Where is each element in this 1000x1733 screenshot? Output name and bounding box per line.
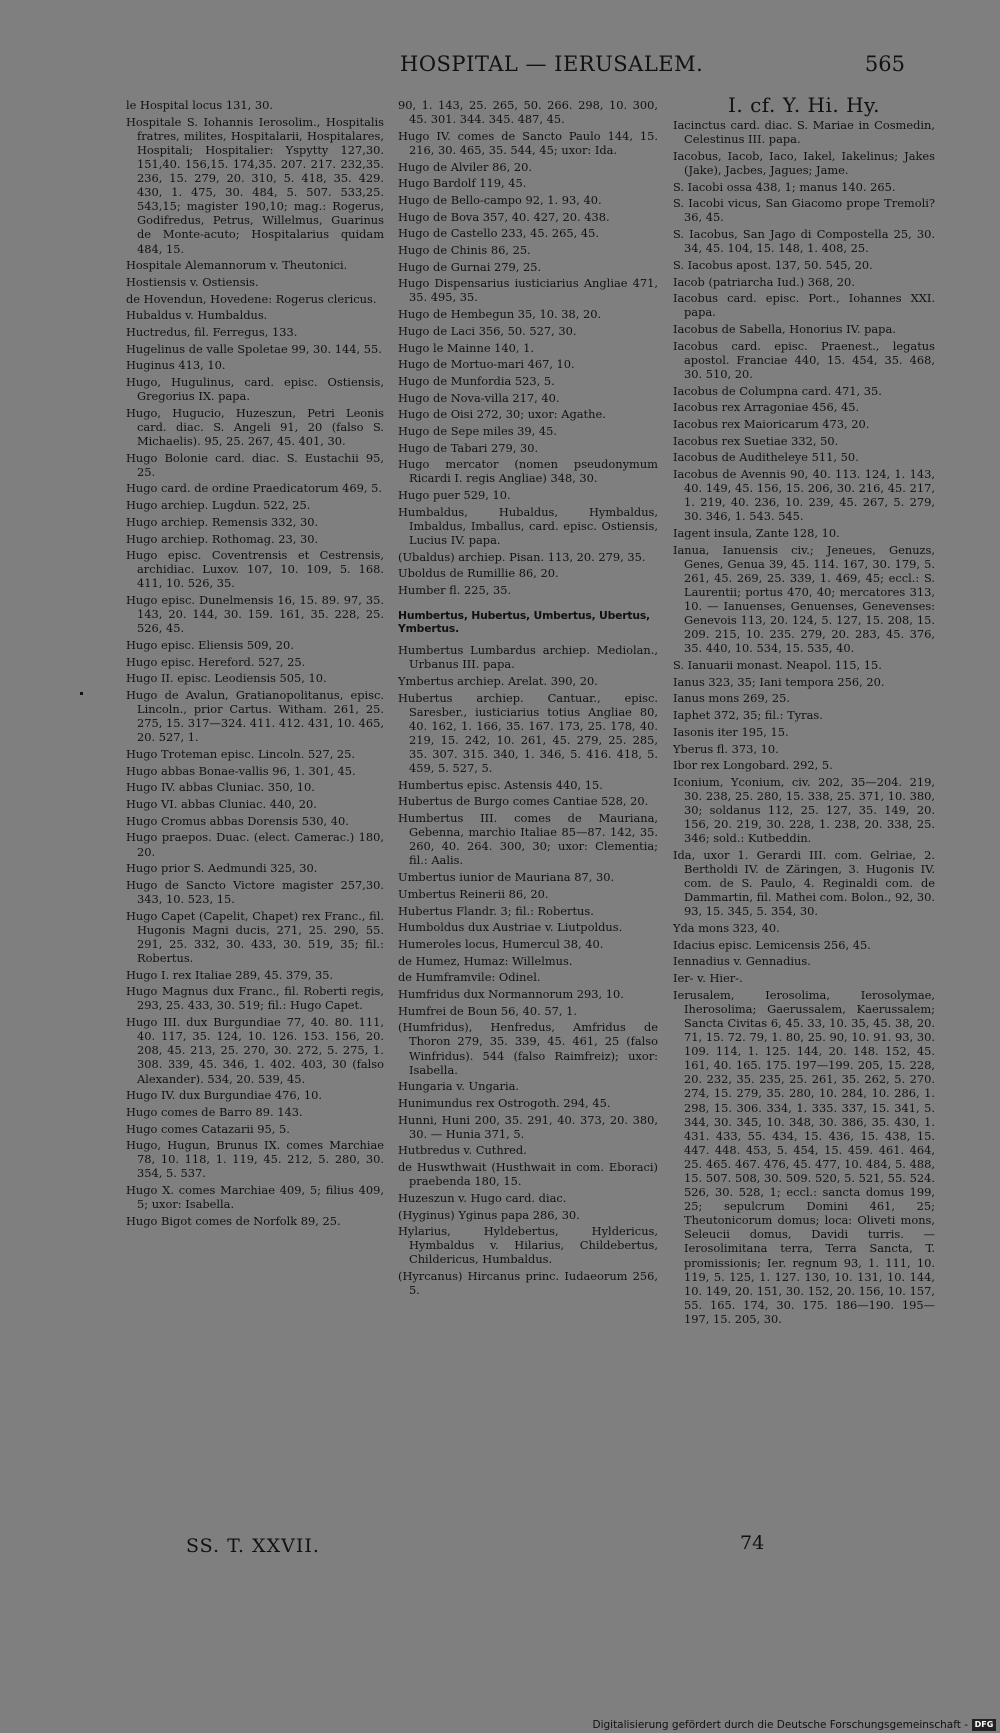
index-entry: Huginus 413, 10. (126, 358, 226, 373)
dfg-logo: DFG (972, 1719, 996, 1731)
index-entry: (Ubaldus) archiep. Pisan. 113, 20. 279, 35. (398, 549, 646, 564)
index-entry: Iacobus card. episc. Praenest., legatus apostol. Franciae 440, 15. 454, 35. 468, 30. 510, 20. (673, 338, 935, 381)
credit-text: Digitalisierung gefördert durch die Deutsche Forschungsgemeinschaft - (592, 1719, 968, 1731)
index-entry: Humbertus III. comes de Mauriana, Gebenna, marchio Italiae 85—87. 142, 35. 260, 40. 264. 300, 30; uxor: Clementia; fil.: Aalis. (398, 811, 658, 868)
digitization-credit (588, 1717, 1000, 1733)
margin-dot (80, 692, 83, 695)
index-entry: Hugo de Alviler 86, 20. (398, 159, 532, 174)
index-entry: Iacinctus card. diac. S. Mariae in Cosmedin, Celestinus III. papa. (673, 118, 935, 147)
index-entry: Ianua, Ianuensis civ.; Jeneues, Genuzs, Genes, Genua 39, 45. 114. 167, 30. 179, 5. 261, 45. 269, 25. 339, 1. 469, 45; eccl.: S. Laurentii; portus 470, 40; mercatores 313, 10. — Ianuenses, Genuenses, Genevenses: Genevois 113, 20. 124, 5. 127, 15. 208, 15. 209. 215, 10. 235. 279, 20. 283, 45. 376, 35. 440, 10. 534, 15. 535, 40. (673, 542, 935, 656)
index-entry: Iacobus de Columpna card. 471, 35. (673, 383, 882, 398)
index-entry: de Humframvile: Odinel. (398, 970, 541, 985)
index-entry: Hugo prior S. Aedmundi 325, 30. (126, 861, 318, 876)
index-entry: Hugo de Sepe miles 39, 45. (398, 423, 558, 438)
index-entry: Huzeszun v. Hugo card. diac. (398, 1190, 567, 1205)
index-entry: Hugo I. rex Italiae 289, 45. 379, 35. (126, 967, 334, 982)
index-entry: le Hospital locus 131, 30. (126, 98, 273, 112)
index-entry: (Hyginus) Yginus papa 286, 30. (398, 1207, 580, 1222)
index-entry: Iacobus de Avennis 90, 40. 113. 124, 1. 143, 40. 149, 45. 156, 15. 206, 30. 216, 45. 217, 1. 219, 40. 236, 10. 239, 45. 267, 5. 279, 30. 346, 1. 543. 545. (673, 467, 935, 524)
signature-mark: SS. T. XXVII. (186, 1535, 320, 1557)
index-entry: (Hyrcanus) Hircanus princ. Iudaeorum 256, 5. (398, 1269, 658, 1298)
index-entry: de Humez, Humaz: Willelmus. (398, 953, 573, 968)
running-header-title: HOSPITAL — IERUSALEM. (400, 52, 704, 76)
index-entry: Hugo Dispensarius iusticiarius Angliae 471, 35. 495, 35. (398, 276, 658, 305)
index-entry: Humber fl. 225, 35. (398, 583, 512, 598)
index-column-left (126, 98, 384, 1231)
index-entry: Hugo de Oisi 272, 30; uxor: Agathe. (398, 407, 606, 422)
index-entry: Hugo archiep. Lugdun. 522, 25. (126, 498, 311, 513)
index-entry: Hugo, Hugucio, Huzeszun, Petri Leonis card. diac. S. Angeli 91, 20 (falso S. Michaelis). 95, 25. 267, 45. 401, 30. (126, 405, 384, 448)
index-entry: Hugo de Tabari 279, 30. (398, 440, 539, 455)
index-entry: Uboldus de Rumillie 86, 20. (398, 566, 559, 581)
index-entry: Hungaria v. Ungaria. (398, 1079, 520, 1094)
index-entry: Hugo de Laci 356, 50. 527, 30. (398, 323, 577, 338)
index-entry: Hunimundus rex Ostrogoth. 294, 45. (398, 1095, 611, 1110)
index-entry: S. Iacobi vicus, San Giacomo prope Tremoli? 36, 45. (673, 196, 935, 225)
index-entry: Ymbertus archiep. Arelat. 390, 20. (398, 673, 598, 688)
index-entry: Hugo IV. abbas Cluniac. 350, 10. (126, 780, 315, 795)
index-entry: Hugo III. dux Burgundiae 77, 40. 80. 111, 40. 117, 35. 124, 10. 126. 153. 156, 20. 208, 45. 213, 25. 270, 30. 272, 5. 275, 1. 308. 339, 45. 346, 1. 402. 403, 30 (falso Alexander). 534, 20. 539, 45. (126, 1015, 384, 1086)
index-entry: Idacius episc. Lemicensis 256, 45. (673, 937, 871, 952)
index-entry: Hugo Cromus abbas Dorensis 530, 40. (126, 813, 349, 828)
section-heading: I. cf. Y. Hi. Hy. (727, 93, 881, 117)
index-entry: Hugo, Hugulinus, card. episc. Ostiensis, Gregorius IX. papa. (126, 375, 384, 404)
index-entry: Hugo de Avalun, Gratianopolitanus, episc. Lincoln., prior Cartus. Witham. 261, 25. 275, 15. 317—324. 411. 412. 431, 10. 465, 20. 527, 1. (126, 688, 384, 745)
index-entry: Hugo puer 529, 10. (398, 488, 511, 503)
index-entry: Humbertus episc. Astensis 440, 15. (398, 777, 603, 792)
index-entry: Iacobus, Iacob, Iaco, Iakel, Iakelinus; Jakes (Jake), Jacbes, Jagues; Jame. (673, 148, 935, 177)
index-entry: Hugo de Chinis 86, 25. (398, 243, 531, 257)
index-entry: S. Ianuarii monast. Neapol. 115, 15. (673, 658, 882, 673)
index-entry: Hugo de Sancto Victore magister 257,30. 343, 10. 523, 15. (126, 877, 384, 906)
index-entry: Iacobus card. episc. Port., Iohannes XXI. papa. (673, 291, 935, 320)
index-entry: Hugo de Mortuo-mari 467, 10. (398, 357, 575, 372)
index-entry: Ibor rex Longobard. 292, 5. (673, 758, 833, 773)
index-entry: S. Iacobus apost. 137, 50. 545, 20. (673, 257, 873, 272)
index-column-right (673, 93, 935, 1329)
page-number: 565 (864, 52, 905, 76)
index-entry: Hugo Troteman episc. Lincoln. 527, 25. (126, 747, 356, 761)
index-entry: Hugo comes de Barro 89. 143. (126, 1104, 303, 1119)
index-entry: Hugo de Bello-campo 92, 1. 93, 40. (398, 192, 602, 207)
index-entry: Ianus 323, 35; Iani tempora 256, 20. (673, 674, 885, 689)
index-entry: Umbertus iunior de Mauriana 87, 30. (398, 870, 615, 885)
index-entry: Iacob (patriarcha Iud.) 368, 20. (673, 274, 855, 289)
index-entry: Hugo archiep. Remensis 332, 30. (126, 514, 319, 529)
index-entry: Iconium, Yconium, civ. 202, 35—204. 219, 30. 238, 25. 280, 15. 338, 25. 371, 10. 380, 30; soldanus 112, 25. 127, 35. 149, 20. 156, 20. 219, 30. 228, 1. 238, 20. 338, 25. 346; sold.: Kutbeddin. (673, 774, 935, 846)
index-entry: Hugo VI. abbas Cluniac. 440, 20. (126, 797, 317, 812)
index-entry: Hugo le Mainne 140, 1. (398, 340, 535, 355)
index-entry: Iaphet 372, 35; fil.: Tyras. (673, 708, 823, 723)
index-entry: Ida, uxor 1. Gerardi III. com. Gelriae, 2. Bertholdi IV. de Zäringen, 3. Hugonis IV. com. de S. Paulo, 4. Reginaldi com. de Dammartin, fil. Mathei com. Bolon., 92, 30. 93, 15. 345, 5. 354, 30. (673, 847, 935, 919)
index-entry: (Humfridus), Henfredus, Amfridus de Thoron 279, 35. 339, 45. 461, 25 (falso Winfridus). 544 (falso Raimfreiz); uxor: Isabella. (398, 1020, 658, 1077)
index-entry: de Huswthwait (Husthwait in com. Eboraci) praebenda 180, 15. (398, 1160, 658, 1189)
index-entry: Iacobus de Auditheleye 511, 50. (673, 450, 859, 465)
index-entry: Umbertus Reinerii 86, 20. (398, 886, 549, 901)
index-entry: Ianus mons 269, 25. (673, 691, 790, 706)
index-entry: Hubaldus v. Humbaldus. (126, 308, 268, 323)
index-entry: Hostiensis v. Ostiensis. (126, 274, 259, 289)
index-entry: Hugo praepos. Duac. (elect. Camerac.) 180, 20. (126, 830, 384, 859)
index-entry: Hugo de Hembegun 35, 10. 38, 20. (398, 307, 602, 322)
index-entry: Humfrei de Boun 56, 40. 57, 1. (398, 1003, 577, 1018)
index-entry: Iacobus rex Suetiae 332, 50. (673, 433, 839, 448)
index-entry: Hugo Bigot comes de Norfolk 89, 25. (126, 1213, 341, 1228)
index-entry: Hugo mercator (nomen pseudonymum Ricardi I. regis Angliae) 348, 30. (398, 457, 658, 486)
index-entry: Humfridus dux Normannorum 293, 10. (398, 986, 624, 1001)
index-entry: Hugo episc. Eliensis 509, 20. (126, 637, 294, 652)
index-entry: Hunni, Huni 200, 35. 291, 40. 373, 20. 380, 30. — Hunia 371, 5. (398, 1112, 658, 1141)
index-entry: Hugo card. de ordine Praedicatorum 469, 5. (126, 481, 383, 496)
index-entry: Yda mons 323, 40. (673, 921, 780, 935)
index-entry: Ier- v. Hier-. (673, 971, 743, 986)
index-entry: Hugo de Nova-villa 217, 40. (398, 390, 560, 405)
index-entry: Iacobus rex Maioricarum 473, 20. (673, 417, 870, 431)
index-entry: Iagent insula, Zante 128, 10. (673, 526, 840, 541)
subsection-heading: Humbertus, Hubertus, Umbertus, Ubertus, Ymbertus. (398, 609, 650, 636)
index-entry: Hugo comes Catazarii 95, 5. (126, 1121, 290, 1136)
index-entry: Huctredus, fil. Ferregus, 133. (126, 324, 298, 339)
index-entry: Hugo X. comes Marchiae 409, 5; filius 409, 5; uxor: Isabella. (126, 1183, 384, 1212)
index-entry: Hugo de Gurnai 279, 25. (398, 259, 542, 274)
index-entry: Hugo Bardolf 119, 45. (398, 176, 527, 191)
index-entry: Hylarius, Hyldebertus, Hyldericus, Hymbaldus v. Hilarius, Childebertus, Childericus, Humbaldus. (398, 1224, 658, 1267)
index-entry: Hugo de Munfordia 523, 5. (398, 373, 555, 388)
index-entry: Hospitale Alemannorum v. Theutonici. (126, 258, 348, 273)
index-entry: Iennadius v. Gennadius. (673, 954, 811, 969)
index-entry: Hugo episc. Hereford. 527, 25. (126, 654, 306, 669)
index-entry: 90, 1. 143, 25. 265, 50. 266. 298, 10. 300, 45. 301. 344. 345. 487, 45. (398, 98, 658, 127)
index-entry: Hubertus Flandr. 3; fil.: Robertus. (398, 903, 594, 918)
index-entry: Hubertus archiep. Cantuar., episc. Saresber., iusticiarius totius Angliae 80, 40. 162, 1. 166, 35. 167. 173, 25. 178, 40. 219, 15. 242, 10. 261, 45. 279, 25. 285, 35. 307. 315. 340, 1. 346, 5. 416. 418, 5. 459, 5. 527, 5. (398, 690, 658, 776)
index-entry: Hospitale S. Iohannis Ierosolim., Hospitalis fratres, milites, Hospitalarii, Hospitalares, Hospitali; Hospitalier: Yspytty 127,30. 151,40. 156,15. 174,35. 207. 217. 232,35. 236, 15. 279, 20. 310, 5. 418, 35. 429. 430, 1. 475, 30. 484, 5. 507. 533,25. 543,15; magister 190,10; mag.: Rogerus, Godifredus, Petrus, Willelmus, Guarinus de Monte-acuto; Hospitalarius quidam 484, 15. (126, 114, 384, 256)
index-entry: Hutbredus v. Cuthred. (398, 1143, 527, 1158)
sheet-number: 74 (740, 1532, 765, 1554)
index-entry: Ierusalem, Ierosolima, Ierosolymae, Iherosolima; Gaerussalem, Kaerussalem; Sancta Civitas 6, 45. 33, 10. 35, 45. 38, 20. 71, 15. 72. 79, 1. 80, 25. 90, 10. 91. 93, 30. 109. 114, 1. 125. 144, 20. 148. 152, 45. 161, 40. 165. 175. 197—199. 205, 15. 228, 20. 232, 35. 235, 25. 261, 35. 262, 5. 270. 274, 15. 279, 35. 280, 10. 284, 10. 286, 1. 298, 15. 306. 334, 1. 335. 337, 15. 341, 5. 344, 30. 345, 10. 348, 30. 386, 35. 430, 1. 431. 433, 55. 434, 15. 436, 15. 438, 15. 447. 448. 453, 5. 454, 15. 459. 461. 464, 25. 465. 467. 476, 45. 477, 10. 484, 5. 488, 15. 507. 508, 30. 509. 520, 5. 521, 55. 524. 526, 30. 528, 1; eccl.: sancta domus 199, 25; sepulcrum Domini 461, 25; Theutonicorum domus; loca: Oliveti mons, Seleucii domus, Davidi turris. — Ierosolimitana terra, Terra Sancta, T. promissionis; Ier. regnum 93, 1. 111, 10. 119, 5. 125, 1. 127. 130, 10. 131, 10. 144, 10. 149, 20. 151, 30. 152, 20. 156, 10. 157, 55. 165. 174, 30. 175. 186—190. 195—197, 15. 205, 30. (673, 987, 935, 1326)
index-entry: Hugo de Castello 233, 45. 265, 45. (398, 226, 599, 241)
index-entry: Hugo Capet (Capelit, Chapet) rex Franc., fil. Hugonis Magni ducis, 271, 25. 290, 55. 291, 25. 332, 30. 433, 30. 519, 35; fil.: Robertus. (126, 908, 384, 965)
index-entry: Yberus fl. 373, 10. (673, 741, 779, 756)
index-entry: Iasonis iter 195, 15. (673, 724, 789, 739)
index-entry: Hugo IV. comes de Sancto Paulo 144, 15. 216, 30. 465, 35. 544, 45; uxor: Ida. (398, 128, 658, 157)
index-entry: Humbertus Lumbardus archiep. Mediolan., Urbanus III. papa. (398, 643, 658, 672)
index-entry: Hugo Bolonie card. diac. S. Eustachii 95, 25. (126, 450, 384, 479)
index-entry: S. Iacobi ossa 438, 1; manus 140. 265. (673, 179, 896, 194)
index-entry: Iacobus de Sabella, Honorius IV. papa. (673, 322, 896, 337)
index-entry: Hubertus de Burgo comes Cantiae 528, 20. (398, 794, 649, 809)
index-entry: Hugo archiep. Rothomag. 23, 30. (126, 531, 319, 546)
index-entry: Hugo IV. dux Burgundiae 476, 10. (126, 1088, 322, 1103)
index-entry: Hugo episc. Coventrensis et Cestrensis, archidiac. Luxov. 107, 10. 109, 5. 168. 411, 10. 526, 35. (126, 548, 384, 591)
index-entry: Hugo episc. Dunelmensis 16, 15. 89. 97, 35. 143, 20. 144, 30. 159. 161, 35. 228, 25. 526, 45. (126, 593, 384, 636)
index-entry: Hugo abbas Bonae-vallis 96, 1. 301, 45. (126, 763, 356, 778)
index-entry: Humbaldus, Hubaldus, Hymbaldus, Imbaldus, Imballus, card. episc. Ostiensis, Lucius IV. papa. (398, 504, 658, 547)
index-column-middle (398, 98, 658, 1300)
index-entry: Hugo de Bova 357, 40. 427, 20. 438. (398, 209, 610, 224)
index-entry: Hugo II. episc. Leodiensis 505, 10. (126, 671, 327, 686)
index-entry: Hugo, Hugun, Brunus IX. comes Marchiae 78, 10. 118, 1. 119, 45. 212, 5. 280, 30. 354, 5. 537. (126, 1138, 384, 1181)
index-entry: S. Iacobus, San Jago di Compostella 25, 30. 34, 45. 104, 15. 148, 1. 408, 25. (673, 227, 935, 256)
index-entry: Humboldus dux Austriae v. Liutpoldus. (398, 920, 623, 935)
index-entry: Iacobus rex Arragoniae 456, 45. (673, 400, 860, 415)
index-entry: Hugelinus de valle Spoletae 99, 30. 144, 55. (126, 341, 382, 356)
index-entry: de Hovendun, Hovedene: Rogerus clericus. (126, 291, 377, 306)
index-entry: Hugo Magnus dux Franc., fil. Roberti regis, 293, 25. 433, 30. 519; fil.: Hugo Capet. (126, 984, 384, 1013)
index-entry: Humeroles locus, Humercul 38, 40. (398, 936, 604, 951)
